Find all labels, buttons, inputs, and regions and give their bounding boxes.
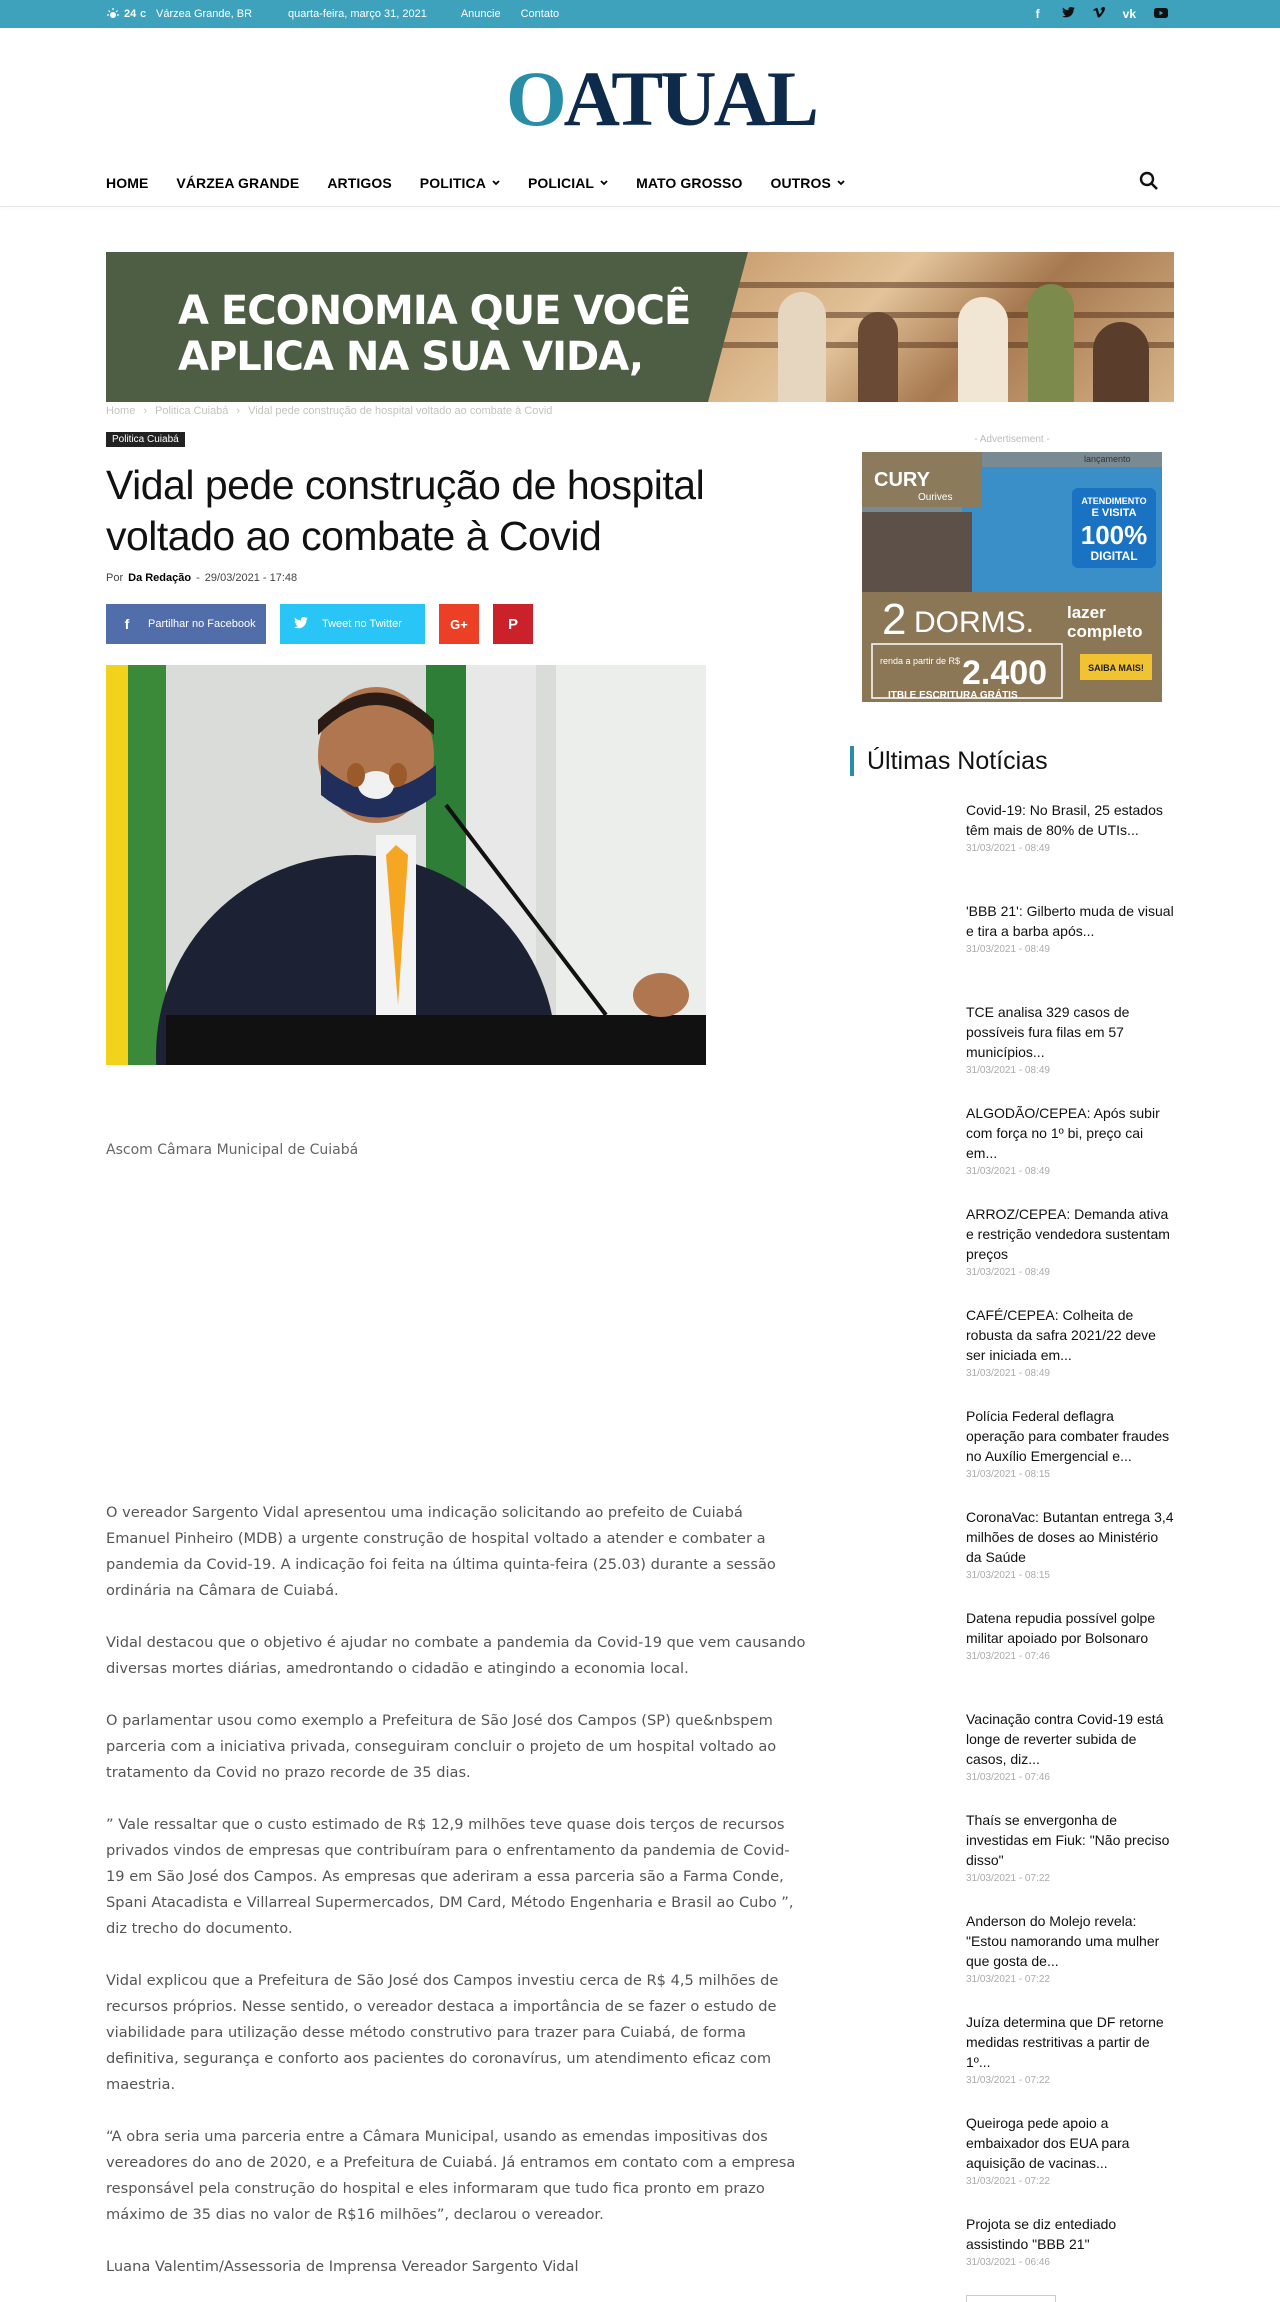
news-headline[interactable]: CoronaVac: Butantan entrega 3,4 milhões de doses ao Ministério da Saúde xyxy=(966,1509,1174,1565)
header-divider xyxy=(0,206,1280,207)
svg-text:DORMS.: DORMS. xyxy=(914,606,1034,639)
news-headline[interactable]: 'BBB 21': Gilberto muda de visual e tira a barba após... xyxy=(966,903,1174,939)
banner-text: A ECONOMIA QUE VOCÊ APLICA NA SUA VIDA, xyxy=(178,288,691,380)
chevron-down-icon xyxy=(600,180,608,186)
news-headline[interactable]: Covid-19: No Brasil, 25 estados têm mais de 80% de UTIs... xyxy=(966,802,1163,838)
youtube-icon[interactable] xyxy=(1154,7,1168,21)
news-headline[interactable]: Queiroga pede apoio a embaixador dos EUA para aquisição de vacinas... xyxy=(966,2115,1130,2171)
list-item[interactable] xyxy=(966,1911,1176,2012)
news-date: 31/03/2021 - 08:49 xyxy=(966,1267,1050,1278)
share-googleplus-button[interactable] xyxy=(439,604,479,644)
svg-text:ITBI E ESCRITURA GRÁTIS: ITBI E ESCRITURA GRÁTIS xyxy=(888,690,1018,701)
share-facebook-button[interactable]: f Partilhar no Facebook xyxy=(106,604,266,644)
social-links xyxy=(1032,0,1168,28)
svg-text:2.400: 2.400 xyxy=(962,654,1048,692)
breadcrumb-separator: › xyxy=(143,405,148,417)
nav-outros[interactable]: OUTROS xyxy=(770,175,845,191)
svg-text:SAIBA MAIS!: SAIBA MAIS! xyxy=(1088,663,1144,673)
pagination-box[interactable] xyxy=(966,2295,1056,2302)
site-logo[interactable] xyxy=(506,55,816,142)
article-paragraph: O vereador Sargento Vidal apresentou uma indicação solicitando ao prefeito de Cuiabá Emanuel Pinheiro (MDB) a urgente construção de hospital voltado a atender e combater a pandemia da Covid-19. A indicação foi feita na última quinta-feira (25.03) durante a sessão ordinária na Câmara de Cuiabá. xyxy=(106,1504,776,1599)
nav-varzea-grande[interactable]: VÁRZEA GRANDE xyxy=(176,175,300,191)
facebook-icon[interactable]: f xyxy=(1035,7,1040,21)
article-paragraph: Vidal destacou que o objetivo é ajudar no combate a pandemia da Covid-19 que vem causando diversas mortes diárias, amedrontando o cidadão e atingindo a economia local. xyxy=(106,1634,806,1677)
meta-separator: - xyxy=(196,572,200,584)
pinterest-icon: P xyxy=(507,615,518,633)
news-headline[interactable]: Datena repudia possível golpe militar apoiado por Bolsonaro xyxy=(966,1610,1156,1646)
current-date: quarta-feira, março 31, 2021 xyxy=(288,8,427,20)
news-date: 31/03/2021 - 08:49 xyxy=(966,1368,1050,1379)
breadcrumb-category[interactable]: Politica Cuiabá xyxy=(155,405,229,417)
article-paragraph: “A obra seria uma parceria entre a Câmara Municipal, usando as emendas impositivas dos vereadores do ano de 2020, e a Prefeitura de Cuiabá. Já entramos em contato com a empresa responsável pela construção do hospital e eles informaram que tudo fica pronto em prazo máximo de 35 dias no valor de R$16 milhões”, declarou o vereador. xyxy=(106,2128,796,2223)
news-headline[interactable]: Anderson do Molejo revela: "Estou namorando uma mulher que gosta de... xyxy=(966,1913,1160,1969)
list-item[interactable] xyxy=(966,1608,1176,1709)
share-buttons xyxy=(106,604,533,644)
sidebar-ad[interactable] xyxy=(862,452,1162,702)
svg-text:lazer: lazer xyxy=(1067,603,1106,622)
news-headline[interactable]: TCE analisa 329 casos de possíveis fura filas em 57 municípios... xyxy=(966,1004,1130,1060)
vimeo-icon[interactable] xyxy=(1093,7,1105,21)
facebook-icon: f xyxy=(124,616,130,632)
link-anuncie[interactable]: Anuncie xyxy=(460,8,501,20)
breadcrumb xyxy=(106,405,552,417)
article-paragraph: O parlamentar usou como exemplo a Prefeitura de São José dos Campos (SP) que&nbspem parceria com a iniciativa privada, conseguiram concluir o projeto de um hospital voltado ao tratamento da Covid no prazo recorde de 35 dias. xyxy=(106,1712,777,1781)
author-link[interactable]: Da Redação xyxy=(128,572,192,584)
article-credit: Luana Valentim/Assessoria de Imprensa Vereador Sargento Vidal xyxy=(106,2258,579,2275)
svg-text:DIGITAL: DIGITAL xyxy=(1090,549,1138,563)
breadcrumb-current: Vidal pede construção de hospital voltado ao combate à Covid xyxy=(248,405,553,417)
twitter-icon xyxy=(280,616,322,632)
news-date: 31/03/2021 - 08:49 xyxy=(966,944,1050,955)
twitter-icon[interactable] xyxy=(1062,7,1075,21)
svg-text:completo: completo xyxy=(1067,622,1143,641)
weather-location: Várzea Grande, BR xyxy=(156,8,253,20)
news-date: 31/03/2021 - 07:22 xyxy=(966,2176,1050,2187)
nav-home[interactable]: HOME xyxy=(106,175,149,191)
chevron-down-icon xyxy=(837,180,845,186)
link-contato[interactable]: Contato xyxy=(520,8,560,20)
category-badge[interactable]: Politica Cuiabá xyxy=(106,432,185,447)
svg-text:100%: 100% xyxy=(1080,520,1148,550)
news-headline[interactable]: Polícia Federal deflagra operação para combater fraudes no Auxílio Emergencial e... xyxy=(966,1408,1170,1464)
news-date: 31/03/2021 - 08:49 xyxy=(966,1065,1050,1076)
article-paragraph: Vidal explicou que a Prefeitura de São José dos Campos investiu cerca de R$ 4,5 milhões de recursos próprios. Nesse sentido, o vereador destaca a importância de se fazer o estudo de viabilidade para utilização desse método construtivo para trazer para Cuiabá, de forma definitiva, segurança e conforto aos pacientes do coronavírus, um atendimento eficaz com maestria. xyxy=(106,1972,779,2093)
news-date: 31/03/2021 - 08:49 xyxy=(966,1166,1050,1177)
latest-news-list xyxy=(966,800,1176,2302)
list-item[interactable] xyxy=(966,1204,1176,1305)
list-item[interactable] xyxy=(966,1406,1176,1507)
news-date: 31/03/2021 - 07:22 xyxy=(966,2075,1050,2086)
advertisement-label: - Advertisement - xyxy=(974,434,1050,445)
top-bar xyxy=(0,0,1280,28)
list-item[interactable] xyxy=(966,1305,1176,1406)
sun-icon xyxy=(106,7,120,21)
news-headline[interactable]: Vacinação contra Covid-19 está longe de reverter subida de casos, diz... xyxy=(966,1711,1164,1767)
news-headline[interactable]: CAFÉ/CEPEA: Colheita de robusta da safra 2021/22 deve ser iniciada em... xyxy=(966,1307,1156,1363)
article-date: 29/03/2021 - 17:48 xyxy=(204,572,298,584)
share-pinterest-button[interactable] xyxy=(493,604,533,644)
list-item[interactable] xyxy=(966,800,1176,901)
article-title: Vidal pede construção de hospital voltado ao combate à Covid xyxy=(106,462,705,559)
temperature: 24 xyxy=(124,8,137,20)
nav-artigos[interactable]: ARTIGOS xyxy=(327,175,392,191)
news-date: 31/03/2021 - 08:49 xyxy=(966,843,1050,854)
logo-letter-o: O xyxy=(506,55,564,142)
article-image xyxy=(106,665,706,1065)
list-item[interactable] xyxy=(966,1103,1176,1204)
svg-text:Ourives: Ourives xyxy=(918,492,953,503)
list-item[interactable] xyxy=(966,1709,1176,1810)
meta-by: Por xyxy=(106,572,124,584)
svg-text:E VISITA: E VISITA xyxy=(1091,507,1137,519)
news-date: 31/03/2021 - 08:15 xyxy=(966,1469,1050,1480)
vk-icon[interactable]: vk xyxy=(1122,7,1136,21)
list-item[interactable] xyxy=(966,2012,1176,2113)
news-date: 31/03/2021 - 06:46 xyxy=(966,2257,1050,2268)
list-item[interactable] xyxy=(966,1002,1176,1103)
article-paragraph: ” Vale ressaltar que o custo estimado de R$ 12,9 milhões teve quase dois terços de recursos privados vindos de empresas que contribuíram para o enfrentamento da pandemia de Covid-19 em São José dos Campos. As empresas que aderiram a essa parceria são a Farma Conde, Spani Atacadista e Villarreal Supermercados, DM Card, Método Engenharia e Brasil ao Cubo ”, diz trecho do documento. xyxy=(106,1816,794,1937)
main-nav xyxy=(106,168,873,198)
logo-text: ATUAL xyxy=(563,55,816,142)
news-headline[interactable]: ARROZ/CEPEA: Demanda ativa e restrição vendedora sustentam preços xyxy=(966,1206,1170,1262)
svg-text:ATENDIMENTO: ATENDIMENTO xyxy=(1081,496,1147,506)
news-date: 31/03/2021 - 07:22 xyxy=(966,1974,1050,1985)
svg-text:renda a partir de R$: renda a partir de R$ xyxy=(880,656,961,666)
weather xyxy=(106,7,146,21)
article-body xyxy=(106,1500,806,2302)
news-headline[interactable]: Juíza determina que DF retorne medidas restritivas a partir de 1º... xyxy=(966,2014,1164,2070)
search-icon[interactable] xyxy=(1138,170,1160,192)
news-headline[interactable]: Thaís se envergonha de investidas em Fiuk: "Não preciso disso" xyxy=(966,1812,1170,1868)
svg-text:CURY: CURY xyxy=(874,469,930,491)
latest-news-title: Últimas Notícias xyxy=(850,746,1048,776)
chevron-down-icon xyxy=(492,180,500,186)
list-item[interactable] xyxy=(966,1507,1176,1608)
temp-unit: C xyxy=(140,9,147,19)
svg-text:lançamento: lançamento xyxy=(1084,454,1131,464)
breadcrumb-home[interactable]: Home xyxy=(106,405,136,417)
news-headline[interactable]: Projota se diz entediado assistindo "BBB 21" xyxy=(966,2216,1117,2252)
list-item[interactable] xyxy=(966,2113,1176,2214)
list-item[interactable] xyxy=(966,901,1176,1002)
list-item[interactable] xyxy=(966,2214,1176,2302)
breadcrumb-separator: › xyxy=(236,405,241,417)
news-date: 31/03/2021 - 07:46 xyxy=(966,1651,1050,1662)
news-headline[interactable]: ALGODÃO/CEPEA: Após subir com força no 1º bi, preço cai em... xyxy=(966,1105,1160,1161)
news-date: 31/03/2021 - 07:46 xyxy=(966,1772,1050,1783)
banner-photo xyxy=(708,252,1174,402)
nav-mato-grosso[interactable]: MATO GROSSO xyxy=(636,175,743,191)
nav-politica[interactable]: POLITICA xyxy=(420,175,500,191)
list-item[interactable] xyxy=(966,1810,1176,1911)
google-plus-icon: G+ xyxy=(450,616,468,632)
news-date: 31/03/2021 - 08:15 xyxy=(966,1570,1050,1581)
banner-ad[interactable] xyxy=(106,252,1174,402)
svg-text:2: 2 xyxy=(882,595,907,644)
share-twitter-button[interactable]: Tweet no Twitter xyxy=(280,604,425,644)
image-caption: Ascom Câmara Municipal de Cuiabá xyxy=(106,1142,359,1158)
news-date: 31/03/2021 - 07:22 xyxy=(966,1873,1050,1884)
nav-policial[interactable]: POLICIAL xyxy=(528,175,608,191)
article-meta xyxy=(106,572,297,584)
